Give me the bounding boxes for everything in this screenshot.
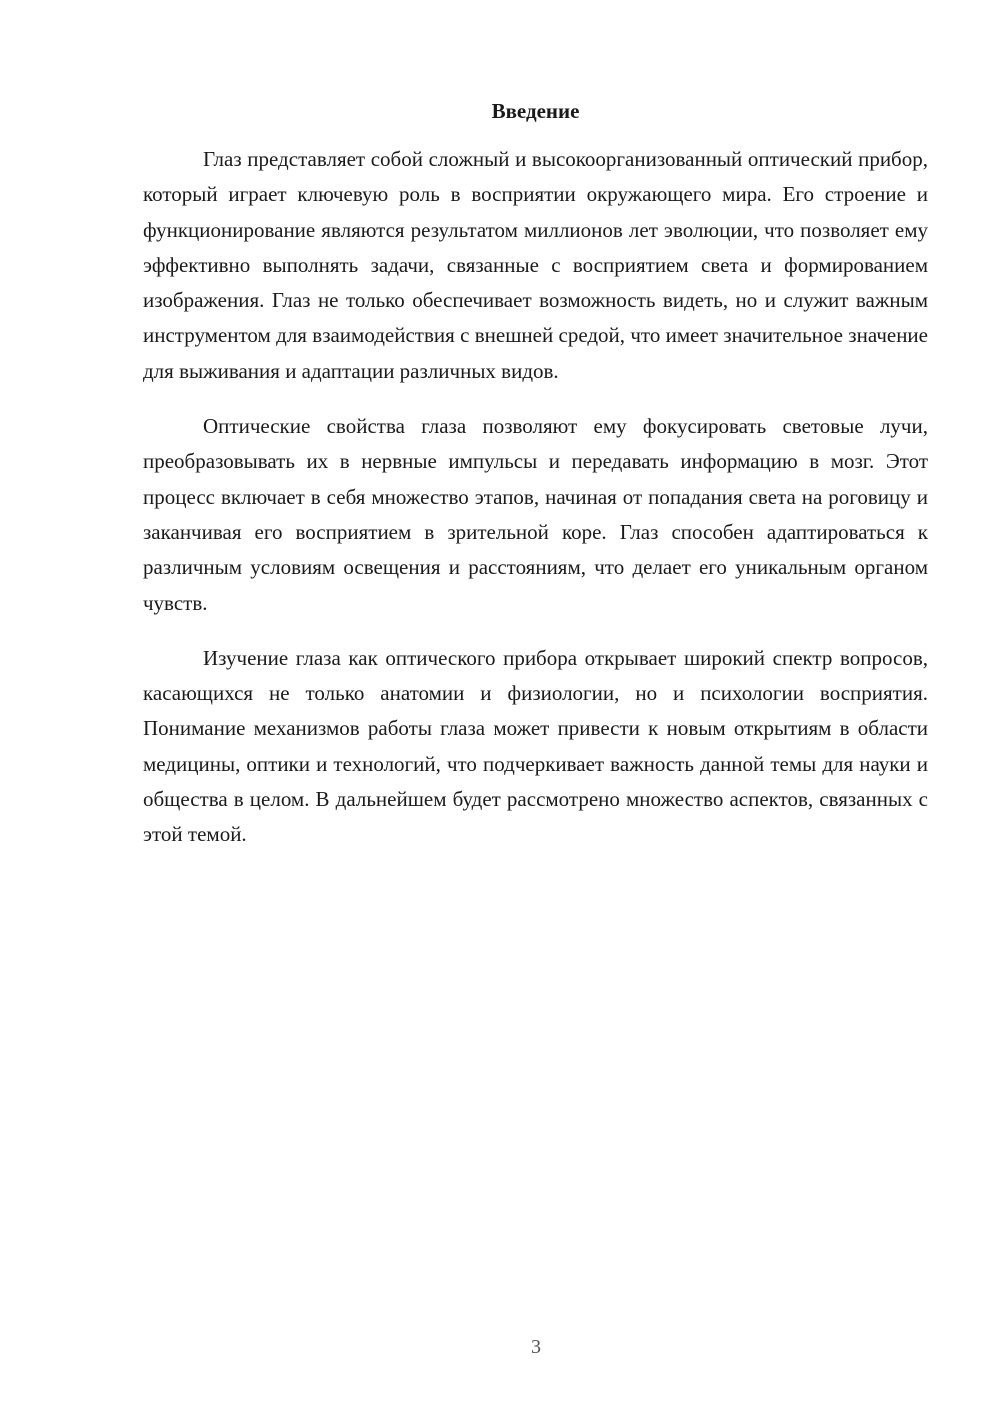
page-number: 3 [531,1336,541,1358]
paragraph-2: Оптические свойства глаза позволяют ему фокусировать световые лучи, преобразовывать их в нервные импульсы и передавать информацию в мозг. Этот процесс включает в себя множество этапов, начиная от попадания света на роговицу и заканчивая его восприятием в зрительной коре. Глаз способен адаптироваться к различным условиям освещения и расстояниям, что делает его уникальным органом чувств. [143,414,928,615]
paragraph-3: Изучение глаза как оптического прибора открывает широкий спектр вопросов, касающихся не только анатомии и физиологии, но и психологии восприятия. Понимание механизмов работы глаза может привести к новым открытиям в области медицины, оптики и технологий, что подчеркивает важность данной темы для науки и общества в целом. В дальнейшем будет рассмотрено множество аспектов, связанных с этой темой. [143,645,928,847]
body-text [143,142,928,873]
paragraph-1: Глаз представляет собой сложный и высокоорганизованный оптический прибор, который играет ключевую роль в восприятии окружающего мира. Его строение и функционирование являются результатом миллионов лет эволюции, что позволяет ему эффективно выполнять задачи, связанные с восприятием света и формированием изображения. Глаз не только обеспечивает возможность видеть, но и служит важным инструментом для взаимодействия с внешней средой, что имеет значительное значение для выживания и адаптации различных видов. [143,147,928,383]
section-heading: Введение [491,99,580,123]
